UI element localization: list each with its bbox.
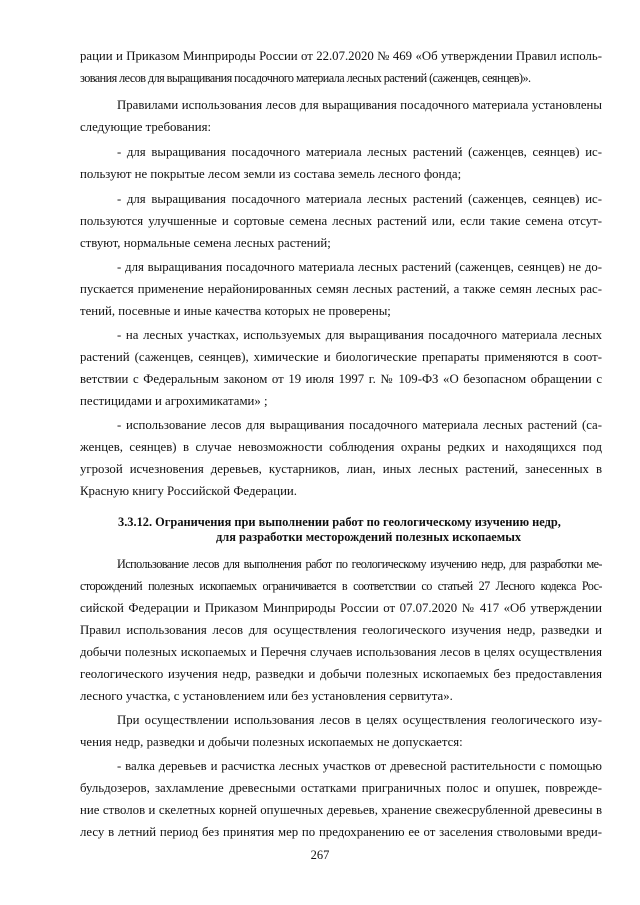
list-item-line: угрозой исчезновения деревьев, кустарников, лиан, иных лесных растений, занесенных в (80, 462, 602, 476)
body-text-line: Правилами использования лесов для выращивания посадочного материала установлены (117, 98, 602, 112)
list-item-line: лесу в летний период без принятия мер по предохранению ее от заселения стволовыми вреди- (80, 825, 602, 839)
section-heading-line2: для разработки месторождений полезных ископаемых (216, 530, 522, 544)
list-item-line: - для выращивания посадочного материала лесных растений (саженцев, сеянцев) ис- (117, 145, 602, 159)
list-item-line: растений (саженцев, сеянцев), химические и биологические препараты применяются в соот- (80, 350, 602, 364)
body-text-line: лесного участка, с установлением или без установления сервитута». (80, 689, 453, 703)
list-item-line: - использование лесов для выращивания посадочного материала лесных растений (са- (117, 418, 602, 432)
body-text-line: Правил использования лесов для осуществления геологического изучения недр, разведки и (80, 623, 602, 637)
list-item-line: пестицидами и агрохимикатами» ; (80, 394, 268, 408)
list-item-line: пользуются улучшенные и сортовые семена лесных растений или, если такие семена отсут- (80, 214, 602, 228)
list-item-line: бульдозеров, захламление древесными остатками приграничных полос и опушек, поврежде- (80, 781, 602, 795)
body-text-line: геологического изучения недр, разведки и добычи полезных ископаемых без предоставления (80, 667, 602, 681)
body-text-line: сторождений полезных ископаемых ограничивается в соответствии со статьей 27 Лесного кодекса Рос- (80, 579, 602, 593)
list-item-line: - валка деревьев и расчистка лесных участков от древесной растительности с помощью (117, 759, 602, 773)
page-number: 267 (310, 848, 330, 862)
body-text-line: зования лесов для выращивания посадочного материала лесных растений (саженцев, сеянцев)». (80, 71, 531, 85)
list-item-line: - на лесных участках, используемых для выращивания посадочного материала лесных (117, 328, 602, 342)
body-text-line: сийской Федерации и Приказом Минприроды России от 07.07.2020 № 417 «Об утверждении (80, 601, 602, 615)
list-item-line: ние стволов и скелетных корней опушечных деревьев, хранение свежесрубленной древесины в (80, 803, 602, 817)
list-item-line: ствуют, нормальные семена лесных растений; (80, 236, 331, 250)
body-text-line: чения недр, разведки и добычи полезных ископаемых не допускается: (80, 735, 463, 749)
body-text-line: следующие требования: (80, 120, 212, 134)
list-item-line: Красную книгу Российской Федерации. (80, 484, 297, 498)
section-heading-line1: 3.3.12. Ограничения при выполнении работ по геологическому изучению недр, (118, 515, 561, 529)
body-text-line: рации и Приказом Минприроды России от 22.07.2020 № 469 «Об утверждении Правил исполь- (80, 49, 602, 63)
list-item-line: - для выращивания посадочного материала лесных растений (саженцев, сеянцев) ис- (117, 192, 602, 206)
list-item-line: ветствии с Федеральным законом от 19 июля 1997 г. № 109-ФЗ «О безопасном обращении с (80, 372, 602, 386)
body-text-line: Использование лесов для выполнения работ по геологическому изучению недр, для разработки ме- (117, 557, 602, 571)
body-text-line: добычи полезных ископаемых и Перечня случаев использования лесов в целях осуществления (80, 645, 602, 659)
list-item-line: тений, посевные и иные качества которых не проверены; (80, 304, 391, 318)
list-item-line: пускается применение нерайонированных семян лесных растений, а также семян лесных рас- (80, 282, 602, 296)
body-text-line: При осуществлении использования лесов в целях осуществления геологического изу- (117, 713, 602, 727)
list-item-line: пользуют не покрытые лесом земли из состава земель лесного фонда; (80, 167, 462, 181)
section-heading (80, 515, 602, 547)
list-item-line: женцев, сеянцев) в случае невозможности соблюдения охраны редких и находящихся под (80, 440, 602, 454)
list-item-line: - для выращивания посадочного материала лесных растений (саженцев, сеянцев) не до- (117, 260, 602, 274)
